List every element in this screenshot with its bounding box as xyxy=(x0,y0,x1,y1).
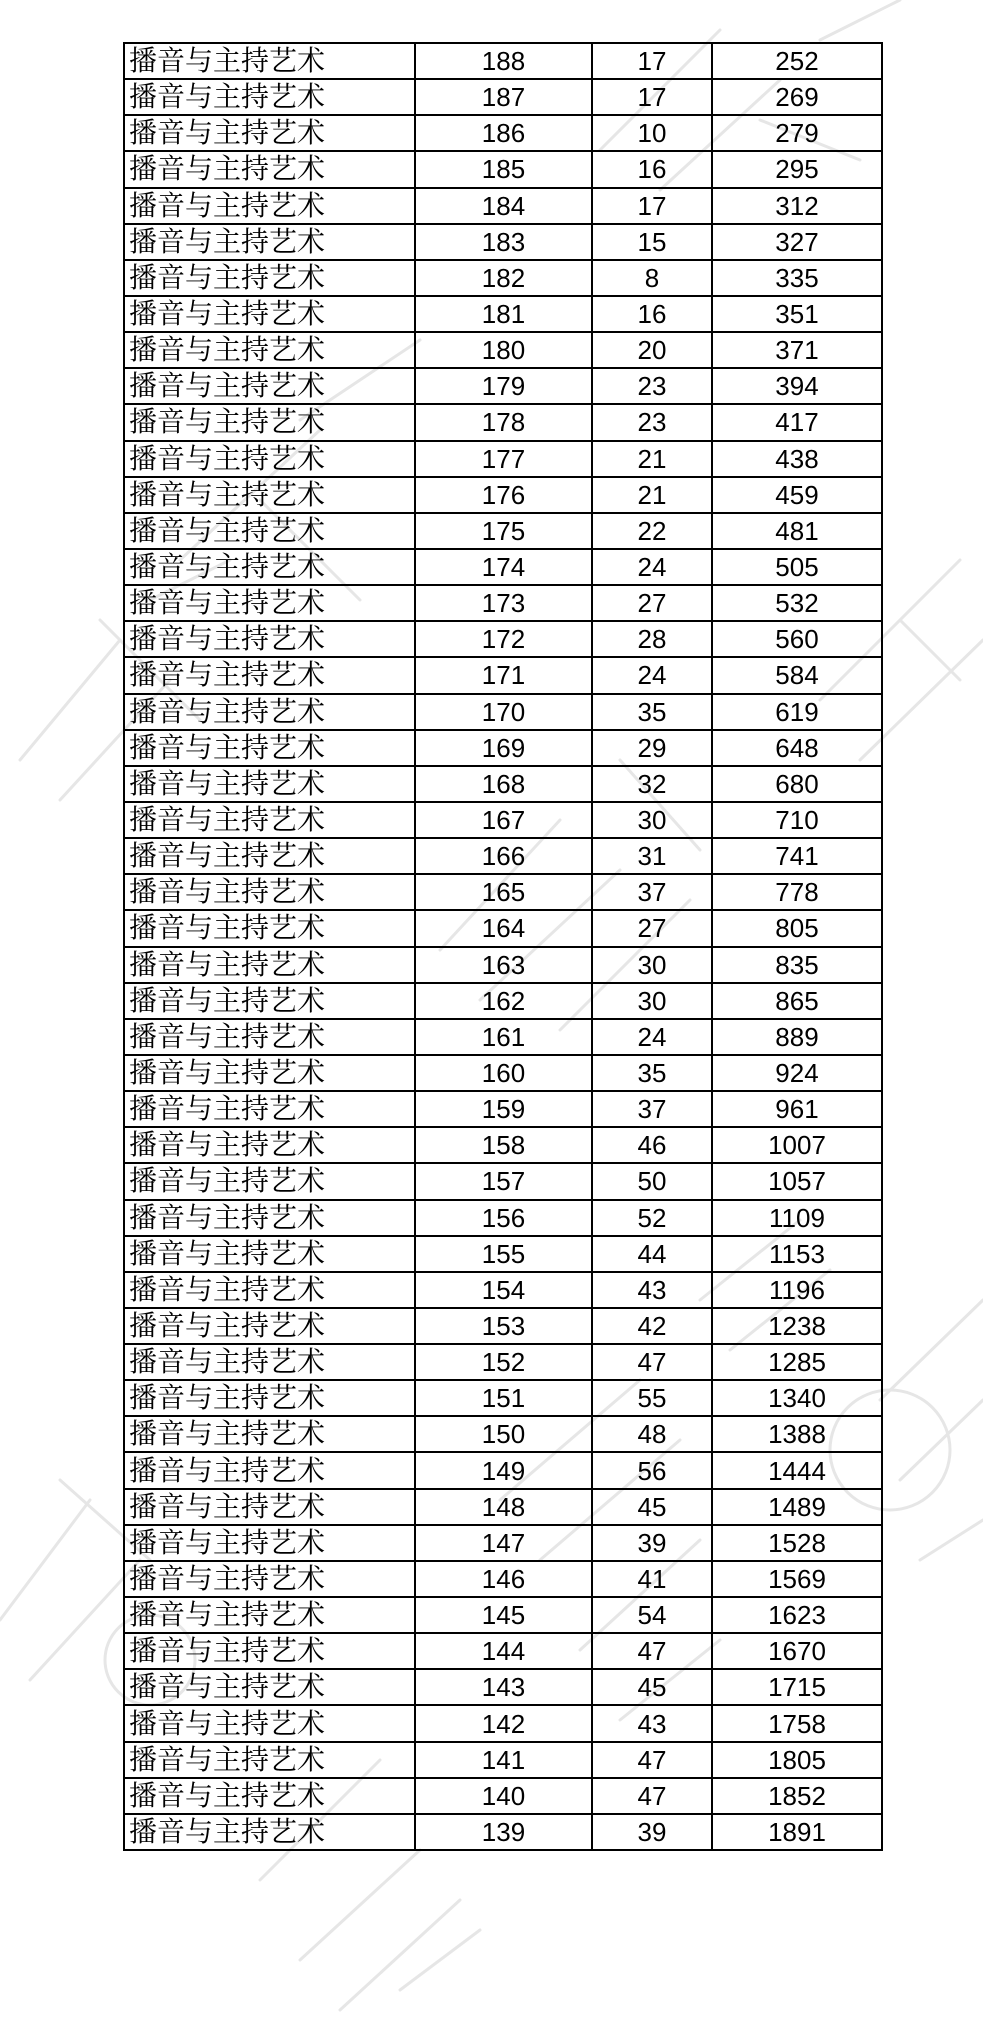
major-cell: 播音与主持艺术 xyxy=(124,1091,415,1127)
table-body xyxy=(124,43,882,1850)
count-cell: 56 xyxy=(592,1452,712,1488)
score-cell: 184 xyxy=(415,188,592,224)
cumulative-cell: 438 xyxy=(712,441,882,477)
score-cell: 162 xyxy=(415,983,592,1019)
table-row xyxy=(124,1055,882,1091)
score-cell: 140 xyxy=(415,1778,592,1814)
score-cell: 182 xyxy=(415,260,592,296)
score-cell: 174 xyxy=(415,549,592,585)
cumulative-cell: 335 xyxy=(712,260,882,296)
score-cell: 177 xyxy=(415,441,592,477)
major-cell: 播音与主持艺术 xyxy=(124,1597,415,1633)
major-cell: 播音与主持艺术 xyxy=(124,151,415,187)
cumulative-cell: 1715 xyxy=(712,1669,882,1705)
count-cell: 16 xyxy=(592,151,712,187)
count-cell: 21 xyxy=(592,477,712,513)
table-row xyxy=(124,43,882,79)
major-cell: 播音与主持艺术 xyxy=(124,657,415,693)
score-cell: 183 xyxy=(415,224,592,260)
major-cell: 播音与主持艺术 xyxy=(124,332,415,368)
count-cell: 23 xyxy=(592,404,712,440)
cumulative-cell: 1153 xyxy=(712,1236,882,1272)
major-cell: 播音与主持艺术 xyxy=(124,1019,415,1055)
table-row xyxy=(124,549,882,585)
score-cell: 155 xyxy=(415,1236,592,1272)
table-row xyxy=(124,766,882,802)
major-cell: 播音与主持艺术 xyxy=(124,1778,415,1814)
table-row xyxy=(124,1344,882,1380)
score-cell: 188 xyxy=(415,43,592,79)
score-cell: 153 xyxy=(415,1308,592,1344)
count-cell: 47 xyxy=(592,1633,712,1669)
cumulative-cell: 279 xyxy=(712,115,882,151)
cumulative-cell: 269 xyxy=(712,79,882,115)
cumulative-cell: 1109 xyxy=(712,1200,882,1236)
cumulative-cell: 1388 xyxy=(712,1416,882,1452)
major-cell: 播音与主持艺术 xyxy=(124,1127,415,1163)
score-cell: 139 xyxy=(415,1814,592,1850)
count-cell: 20 xyxy=(592,332,712,368)
score-cell: 168 xyxy=(415,766,592,802)
major-cell: 播音与主持艺术 xyxy=(124,1561,415,1597)
cumulative-cell: 648 xyxy=(712,730,882,766)
major-cell: 播音与主持艺术 xyxy=(124,1742,415,1778)
major-cell: 播音与主持艺术 xyxy=(124,1452,415,1488)
major-cell: 播音与主持艺术 xyxy=(124,1705,415,1741)
major-cell: 播音与主持艺术 xyxy=(124,766,415,802)
score-cell: 181 xyxy=(415,296,592,332)
score-cell: 146 xyxy=(415,1561,592,1597)
count-cell: 21 xyxy=(592,441,712,477)
table-row xyxy=(124,1236,882,1272)
count-cell: 46 xyxy=(592,1127,712,1163)
major-cell: 播音与主持艺术 xyxy=(124,1633,415,1669)
major-cell: 播音与主持艺术 xyxy=(124,477,415,513)
cumulative-cell: 417 xyxy=(712,404,882,440)
table-row xyxy=(124,1127,882,1163)
score-cell: 176 xyxy=(415,477,592,513)
table-row xyxy=(124,874,882,910)
table-row xyxy=(124,1633,882,1669)
count-cell: 17 xyxy=(592,43,712,79)
cumulative-cell: 1057 xyxy=(712,1163,882,1199)
count-cell: 8 xyxy=(592,260,712,296)
major-cell: 播音与主持艺术 xyxy=(124,838,415,874)
count-cell: 17 xyxy=(592,188,712,224)
score-cell: 141 xyxy=(415,1742,592,1778)
cumulative-cell: 1196 xyxy=(712,1272,882,1308)
count-cell: 29 xyxy=(592,730,712,766)
table-row xyxy=(124,1200,882,1236)
cumulative-cell: 835 xyxy=(712,947,882,983)
score-cell: 149 xyxy=(415,1452,592,1488)
cumulative-cell: 1670 xyxy=(712,1633,882,1669)
count-cell: 48 xyxy=(592,1416,712,1452)
cumulative-cell: 710 xyxy=(712,802,882,838)
cumulative-cell: 778 xyxy=(712,874,882,910)
table-row xyxy=(124,332,882,368)
score-cell: 142 xyxy=(415,1705,592,1741)
major-cell: 播音与主持艺术 xyxy=(124,368,415,404)
table-row xyxy=(124,1597,882,1633)
cumulative-cell: 1489 xyxy=(712,1489,882,1525)
table-row xyxy=(124,1163,882,1199)
score-cell: 166 xyxy=(415,838,592,874)
major-cell: 播音与主持艺术 xyxy=(124,115,415,151)
table-row xyxy=(124,585,882,621)
cumulative-cell: 1805 xyxy=(712,1742,882,1778)
table-row xyxy=(124,1452,882,1488)
score-cell: 147 xyxy=(415,1525,592,1561)
cumulative-cell: 394 xyxy=(712,368,882,404)
score-cell: 186 xyxy=(415,115,592,151)
table-row xyxy=(124,1380,882,1416)
major-cell: 播音与主持艺术 xyxy=(124,1055,415,1091)
count-cell: 10 xyxy=(592,115,712,151)
count-cell: 31 xyxy=(592,838,712,874)
major-cell: 播音与主持艺术 xyxy=(124,1489,415,1525)
major-cell: 播音与主持艺术 xyxy=(124,585,415,621)
cumulative-cell: 1528 xyxy=(712,1525,882,1561)
table-row xyxy=(124,947,882,983)
table-row xyxy=(124,441,882,477)
cumulative-cell: 1340 xyxy=(712,1380,882,1416)
table-row xyxy=(124,1814,882,1850)
score-cell: 165 xyxy=(415,874,592,910)
major-cell: 播音与主持艺术 xyxy=(124,874,415,910)
cumulative-cell: 741 xyxy=(712,838,882,874)
score-cell: 143 xyxy=(415,1669,592,1705)
table-row xyxy=(124,1091,882,1127)
major-cell: 播音与主持艺术 xyxy=(124,549,415,585)
major-cell: 播音与主持艺术 xyxy=(124,621,415,657)
count-cell: 17 xyxy=(592,79,712,115)
cumulative-cell: 327 xyxy=(712,224,882,260)
cumulative-cell: 1891 xyxy=(712,1814,882,1850)
count-cell: 35 xyxy=(592,1055,712,1091)
cumulative-cell: 1623 xyxy=(712,1597,882,1633)
major-cell: 播音与主持艺术 xyxy=(124,1814,415,1850)
cumulative-cell: 924 xyxy=(712,1055,882,1091)
major-cell: 播音与主持艺术 xyxy=(124,1163,415,1199)
major-cell: 播音与主持艺术 xyxy=(124,188,415,224)
count-cell: 23 xyxy=(592,368,712,404)
cumulative-cell: 865 xyxy=(712,983,882,1019)
cumulative-cell: 252 xyxy=(712,43,882,79)
cumulative-cell: 295 xyxy=(712,151,882,187)
table-row xyxy=(124,694,882,730)
score-cell: 169 xyxy=(415,730,592,766)
count-cell: 47 xyxy=(592,1778,712,1814)
cumulative-cell: 371 xyxy=(712,332,882,368)
score-cell: 178 xyxy=(415,404,592,440)
score-cell: 179 xyxy=(415,368,592,404)
major-cell: 播音与主持艺术 xyxy=(124,1272,415,1308)
major-cell: 播音与主持艺术 xyxy=(124,1669,415,1705)
score-cell: 159 xyxy=(415,1091,592,1127)
major-cell: 播音与主持艺术 xyxy=(124,1236,415,1272)
cumulative-cell: 1569 xyxy=(712,1561,882,1597)
major-cell: 播音与主持艺术 xyxy=(124,947,415,983)
major-cell: 播音与主持艺术 xyxy=(124,296,415,332)
count-cell: 52 xyxy=(592,1200,712,1236)
major-cell: 播音与主持艺术 xyxy=(124,441,415,477)
count-cell: 42 xyxy=(592,1308,712,1344)
major-cell: 播音与主持艺术 xyxy=(124,1344,415,1380)
count-cell: 35 xyxy=(592,694,712,730)
table-row xyxy=(124,1742,882,1778)
score-cell: 152 xyxy=(415,1344,592,1380)
major-cell: 播音与主持艺术 xyxy=(124,694,415,730)
score-cell: 144 xyxy=(415,1633,592,1669)
count-cell: 47 xyxy=(592,1742,712,1778)
score-cell: 175 xyxy=(415,513,592,549)
major-cell: 播音与主持艺术 xyxy=(124,1416,415,1452)
major-cell: 播音与主持艺术 xyxy=(124,1308,415,1344)
count-cell: 55 xyxy=(592,1380,712,1416)
cumulative-cell: 505 xyxy=(712,549,882,585)
table-row xyxy=(124,1019,882,1055)
cumulative-cell: 459 xyxy=(712,477,882,513)
cumulative-cell: 1852 xyxy=(712,1778,882,1814)
cumulative-cell: 1444 xyxy=(712,1452,882,1488)
cumulative-cell: 1285 xyxy=(712,1344,882,1380)
table-row xyxy=(124,368,882,404)
table-row xyxy=(124,151,882,187)
count-cell: 43 xyxy=(592,1272,712,1308)
score-cell: 167 xyxy=(415,802,592,838)
table-row xyxy=(124,730,882,766)
count-cell: 30 xyxy=(592,983,712,1019)
major-cell: 播音与主持艺术 xyxy=(124,802,415,838)
score-cell: 171 xyxy=(415,657,592,693)
table-row xyxy=(124,1778,882,1814)
score-cell: 154 xyxy=(415,1272,592,1308)
cumulative-cell: 584 xyxy=(712,657,882,693)
table-row xyxy=(124,79,882,115)
table-row xyxy=(124,1705,882,1741)
cumulative-cell: 1007 xyxy=(712,1127,882,1163)
count-cell: 16 xyxy=(592,296,712,332)
count-cell: 37 xyxy=(592,874,712,910)
count-cell: 32 xyxy=(592,766,712,802)
major-cell: 播音与主持艺术 xyxy=(124,513,415,549)
cumulative-cell: 532 xyxy=(712,585,882,621)
cumulative-cell: 481 xyxy=(712,513,882,549)
major-cell: 播音与主持艺术 xyxy=(124,1525,415,1561)
table-row xyxy=(124,657,882,693)
table-row xyxy=(124,838,882,874)
major-cell: 播音与主持艺术 xyxy=(124,43,415,79)
major-cell: 播音与主持艺术 xyxy=(124,224,415,260)
count-cell: 28 xyxy=(592,621,712,657)
count-cell: 30 xyxy=(592,802,712,838)
score-cell: 164 xyxy=(415,910,592,946)
table-row xyxy=(124,1416,882,1452)
count-cell: 27 xyxy=(592,585,712,621)
major-cell: 播音与主持艺术 xyxy=(124,260,415,296)
count-cell: 50 xyxy=(592,1163,712,1199)
score-cell: 156 xyxy=(415,1200,592,1236)
table-row xyxy=(124,188,882,224)
score-cell: 187 xyxy=(415,79,592,115)
score-cell: 158 xyxy=(415,1127,592,1163)
score-cell: 163 xyxy=(415,947,592,983)
table-row xyxy=(124,621,882,657)
count-cell: 41 xyxy=(592,1561,712,1597)
cumulative-cell: 961 xyxy=(712,1091,882,1127)
score-cell: 180 xyxy=(415,332,592,368)
count-cell: 44 xyxy=(592,1236,712,1272)
cumulative-cell: 312 xyxy=(712,188,882,224)
score-cell: 161 xyxy=(415,1019,592,1055)
cumulative-cell: 351 xyxy=(712,296,882,332)
major-cell: 播音与主持艺术 xyxy=(124,404,415,440)
table-row xyxy=(124,477,882,513)
count-cell: 45 xyxy=(592,1669,712,1705)
table-row xyxy=(124,983,882,1019)
table-row xyxy=(124,1561,882,1597)
count-cell: 54 xyxy=(592,1597,712,1633)
score-cell: 172 xyxy=(415,621,592,657)
count-cell: 45 xyxy=(592,1489,712,1525)
score-cell: 150 xyxy=(415,1416,592,1452)
table-row xyxy=(124,1489,882,1525)
score-cell: 185 xyxy=(415,151,592,187)
major-cell: 播音与主持艺术 xyxy=(124,730,415,766)
table-row xyxy=(124,910,882,946)
score-distribution-table xyxy=(123,42,883,1851)
cumulative-cell: 1758 xyxy=(712,1705,882,1741)
major-cell: 播音与主持艺术 xyxy=(124,910,415,946)
table-row xyxy=(124,404,882,440)
count-cell: 15 xyxy=(592,224,712,260)
table-row xyxy=(124,1669,882,1705)
score-cell: 170 xyxy=(415,694,592,730)
table-row xyxy=(124,802,882,838)
score-cell: 148 xyxy=(415,1489,592,1525)
score-cell: 160 xyxy=(415,1055,592,1091)
cumulative-cell: 1238 xyxy=(712,1308,882,1344)
cumulative-cell: 805 xyxy=(712,910,882,946)
table-row xyxy=(124,513,882,549)
count-cell: 47 xyxy=(592,1344,712,1380)
score-cell: 151 xyxy=(415,1380,592,1416)
table-row xyxy=(124,296,882,332)
table-row xyxy=(124,1308,882,1344)
cumulative-cell: 680 xyxy=(712,766,882,802)
cumulative-cell: 619 xyxy=(712,694,882,730)
score-cell: 157 xyxy=(415,1163,592,1199)
major-cell: 播音与主持艺术 xyxy=(124,79,415,115)
cumulative-cell: 560 xyxy=(712,621,882,657)
count-cell: 39 xyxy=(592,1525,712,1561)
table-row xyxy=(124,1272,882,1308)
score-cell: 145 xyxy=(415,1597,592,1633)
score-cell: 173 xyxy=(415,585,592,621)
count-cell: 39 xyxy=(592,1814,712,1850)
count-cell: 27 xyxy=(592,910,712,946)
count-cell: 22 xyxy=(592,513,712,549)
major-cell: 播音与主持艺术 xyxy=(124,1380,415,1416)
table-row xyxy=(124,260,882,296)
count-cell: 37 xyxy=(592,1091,712,1127)
count-cell: 30 xyxy=(592,947,712,983)
count-cell: 43 xyxy=(592,1705,712,1741)
major-cell: 播音与主持艺术 xyxy=(124,983,415,1019)
count-cell: 24 xyxy=(592,1019,712,1055)
count-cell: 24 xyxy=(592,657,712,693)
table-row xyxy=(124,1525,882,1561)
major-cell: 播音与主持艺术 xyxy=(124,1200,415,1236)
table-row xyxy=(124,224,882,260)
cumulative-cell: 889 xyxy=(712,1019,882,1055)
count-cell: 24 xyxy=(592,549,712,585)
table-row xyxy=(124,115,882,151)
